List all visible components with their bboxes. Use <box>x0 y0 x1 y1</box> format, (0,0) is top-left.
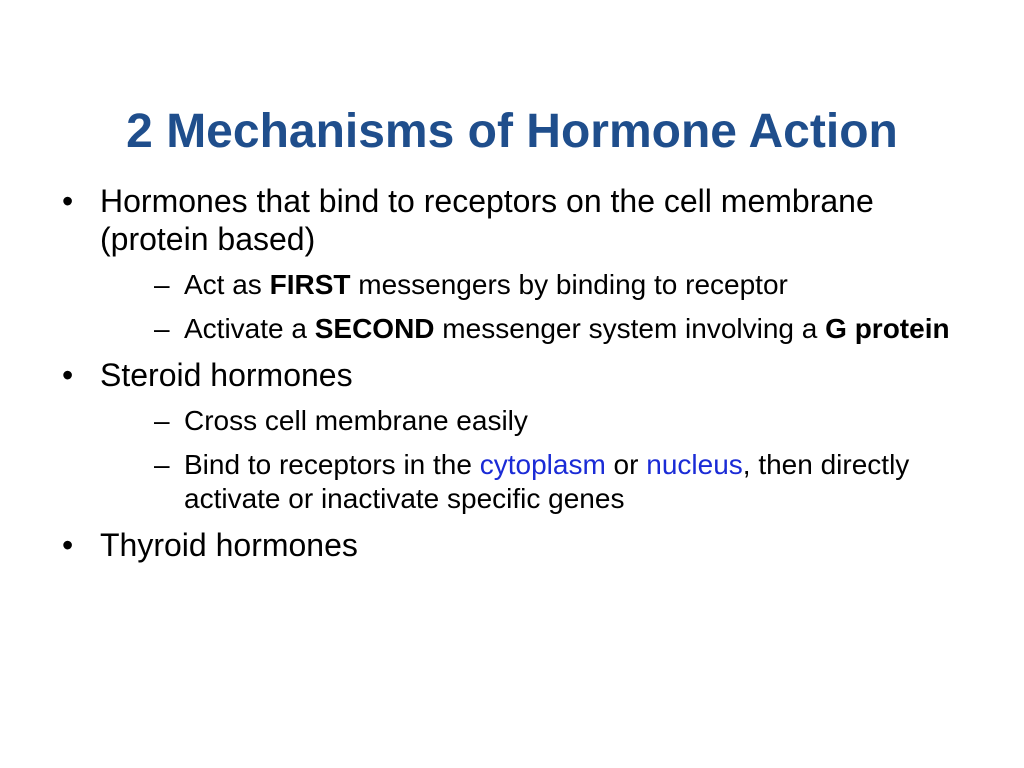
sub-text-bold: FIRST <box>269 269 351 300</box>
bullet-icon: • <box>62 357 74 393</box>
dash-icon: – <box>154 405 170 436</box>
bullet-item-steroid-hormones <box>62 356 962 516</box>
sub-item-bind-receptors <box>100 448 962 516</box>
sub-text-bold-g-protein: G protein <box>825 313 950 344</box>
dash-icon: – <box>154 269 170 300</box>
sub-text-pre: Bind to receptors in the <box>184 449 480 480</box>
bullet-text: Steroid hormones <box>100 357 353 393</box>
dash-icon: – <box>154 313 170 344</box>
bullet-text: Thyroid hormones <box>100 527 358 563</box>
bullet-list <box>62 182 962 572</box>
sub-list <box>100 268 962 346</box>
bullet-icon: • <box>62 527 74 563</box>
sub-text-post: , then directly activate or inactivate specific genes <box>184 449 910 514</box>
slide-title: 2 Mechanisms of Hormone Action <box>126 105 898 158</box>
sub-text-pre: Activate a <box>184 313 315 344</box>
sub-item-second-messenger <box>100 312 962 346</box>
bullet-icon: • <box>62 183 74 219</box>
bullet-item-thyroid-hormones <box>62 526 962 564</box>
sub-text-bold: SECOND <box>314 313 435 344</box>
sub-text: Cross cell membrane easily <box>184 405 528 436</box>
sub-item-cross-membrane <box>100 404 962 438</box>
sub-text-cytoplasm: cytoplasm <box>479 449 606 480</box>
sub-item-first-messenger <box>100 268 962 302</box>
sub-text-post: messengers by binding to receptor <box>350 269 788 300</box>
sub-text-pre: Act as <box>184 269 270 300</box>
sub-text-nucleus: nucleus <box>646 449 743 480</box>
bullet-item-membrane-hormones <box>62 182 962 346</box>
dash-icon: – <box>154 449 170 480</box>
bullet-text: Hormones that bind to receptors on the cell membrane (protein based) <box>100 183 874 257</box>
sub-text-mid: messenger system involving a <box>434 313 826 344</box>
sub-text-mid: or <box>605 449 647 480</box>
sub-list <box>100 404 962 516</box>
